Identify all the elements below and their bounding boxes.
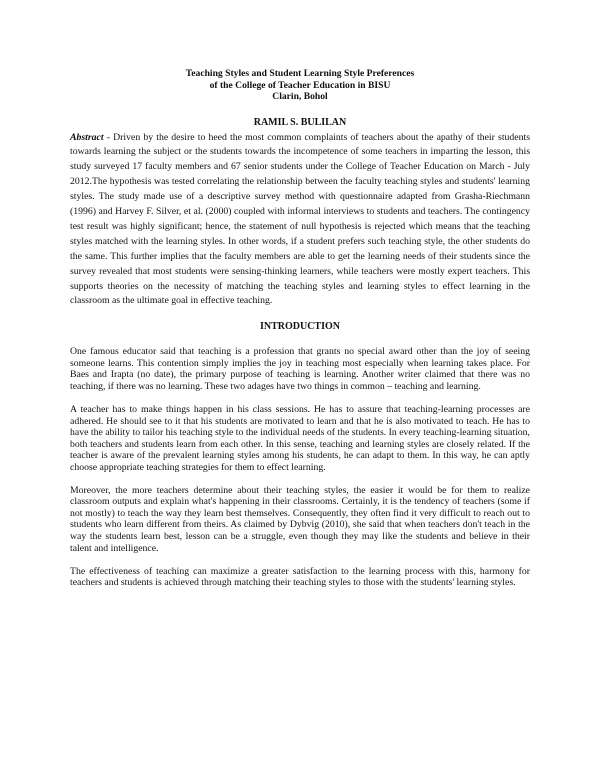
paper-title xyxy=(70,68,530,103)
intro-paragraph-4: The effectiveness of teaching can maximize a greater satisfaction to the learning process with this, harmony for teachers and students is achieved through matching their teaching styles to those with the students' learning styles. xyxy=(70,565,530,589)
abstract-label: Abstract xyxy=(70,131,104,143)
title-line-2: of the College of Teacher Education in BISU xyxy=(209,79,391,91)
intro-paragraph-2: A teacher has to make things happen in his class sessions. He has to assure that teaching-learning processes are adhered. He should see to it that his students are motivated to learn and that he is also motivated to teach. He has to have the ability to tailor his teaching style to the individual needs of the students. In every teaching-learning situation, both teachers and students learn from each other. In this sense, teaching and learning styles are closely related. If the teacher is aware of the prevalent learning styles among his students, he can adapt to them. In this way, he can aptly choose appropriate teaching strategies for them to effect learning. xyxy=(70,404,530,473)
abstract-text: - Driven by the desire to heed the most common complaints of teachers about the apathy of their students towards learning the subject or the students towards the incompetence of some teachers in imparting the lesson, this study surveyed 17 faculty members and 67 senior students under the College of Teacher Education on March - July 2012.The hypothesis was tested correlating the relationship between the faculty teaching styles and students' learning styles. The study made use of a descriptive survey method with questionnaire adapted from Grasha-Riechmann (1996) and Harvey F. Silver, et al. (2000) coupled with informal interviews to students and teachers. The contingency test result was highly significant; hence, the statement of null hypothesis is rejected which means that the teaching styles matched with the learning styles. In other words, if a student prefers such teaching style, the other students do the same. This further implies that the faculty members are able to get the learning needs of their students since the survey revealed that most students were sensing-thinking learners, while teachers were mostly expert teachers. This supports theories on the necessity of matching the teaching styles and learning styles to effect learning in the classroom as the ultimate goal in effective teaching. xyxy=(70,131,530,307)
title-line-1: Teaching Styles and Student Learning Style Preferences xyxy=(185,68,415,79)
abstract xyxy=(70,131,530,310)
paper-page xyxy=(70,68,530,600)
introduction-heading: INTRODUCTION xyxy=(259,321,340,333)
intro-paragraph-1: One famous educator said that teaching is a profession that grants no special award other than the joy of seeing someone learns. This contention simply implies the joy in teaching most especially when learning takes place. For Baes and Irapta (no date), the primary purpose of teaching is learning. Another writer claimed that there was no teaching, if there was no learning. These two adages have two things in common – teaching and learning. xyxy=(70,346,530,393)
intro-paragraph-3: Moreover, the more teachers determine about their teaching styles, the easier it would be for them to realize classroom outputs and explain what's happening in their classrooms. Certainly, it is the tendency of teachers (some if not mostly) to teach the way they learn best themselves. Consequently, they often find it very difficult to reach out to students who learn different from theirs. As claimed by Dybvig (2010), she said that when teachers don't teach in the way the students learn best, lesson can be a struggle, even though they may like the students and believe in their talent and intelligence. xyxy=(70,484,530,554)
title-line-3: Clarin, Bohol xyxy=(272,91,328,102)
author-name: RAMIL S. BULILAN xyxy=(253,116,347,128)
